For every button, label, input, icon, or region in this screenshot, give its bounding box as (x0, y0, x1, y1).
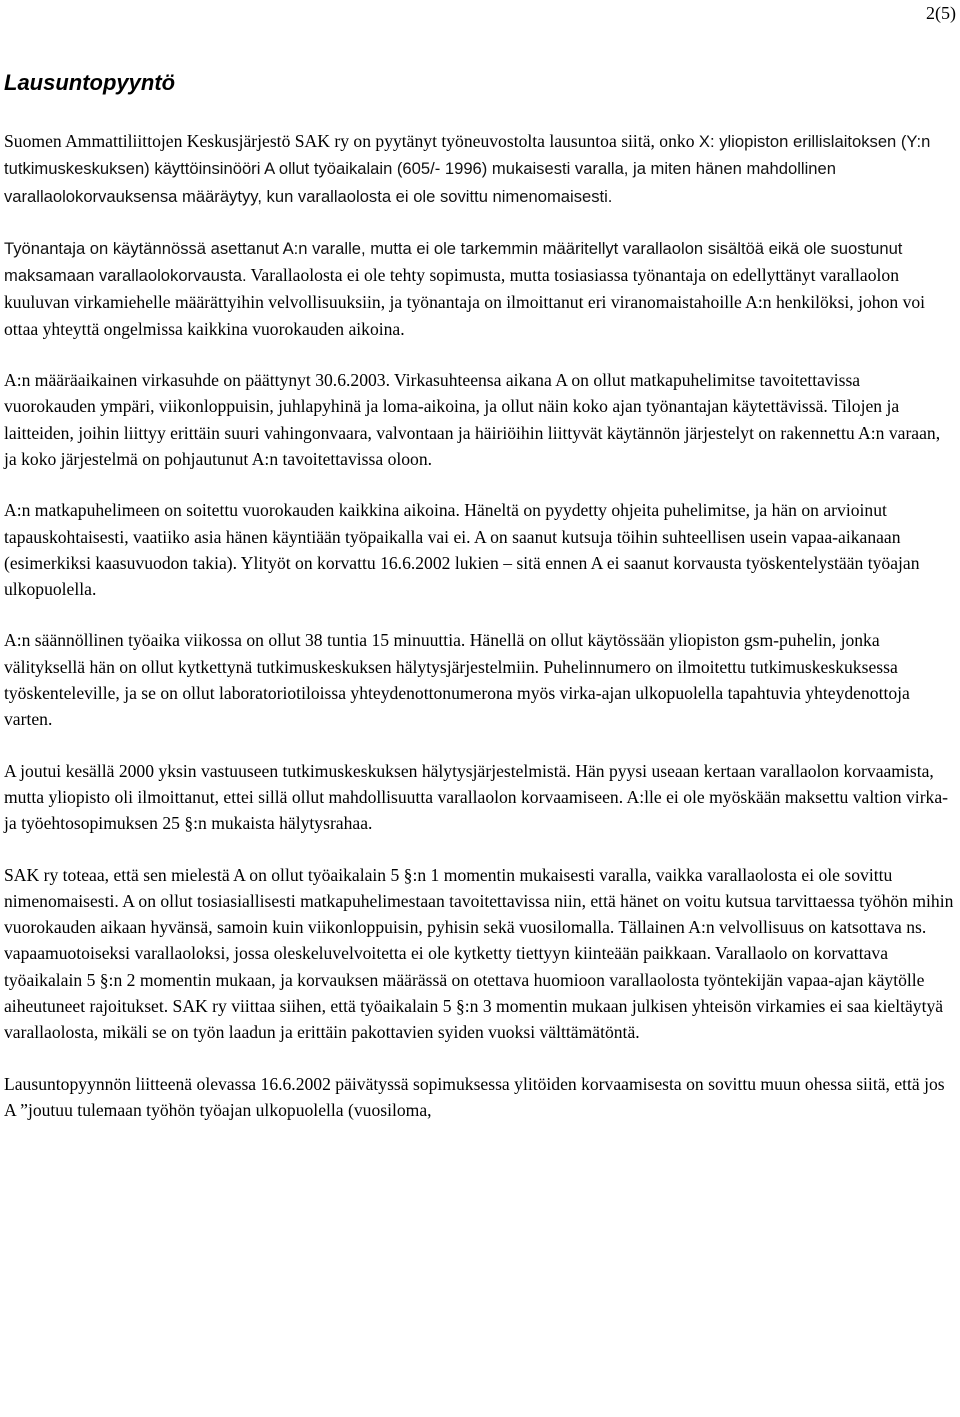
page-number: 2(5) (926, 3, 956, 23)
paragraph-sak-position: SAK ry toteaa, että sen mielestä A on ollut työaikalain 5 §:n 1 momentin mukaisesti varalla, vaikka varallaolosta ei ole sovittu nimenomaisesti. A on ollut tosiasiallisesti matkapuhelimestaan tavoitettavissa niin, että hänet on voitu kutsua tarvittaessa työhön mihin vuorokauden aikaan hyvänsä, samoin kuin viikonloppuisin, pyhisin sekä vuosilomalla. Tällainen A:n velvollisuus on katsottava ns. vapaamuotoiseksi varallaoloksi, jossa oleskeluvelvoitetta ei ole kytketty tiettyyn kiinteään paikkaan. Varallaolo on korvattava työaikalain 5 §:n 2 momentin mukaan, ja korvauksen määrässä on otettava huomioon varallaolosta työntekijän vapaa-ajan käytölle aiheutuneet rajoitukset. SAK ry viittaa siihen, että työaikalain 5 §:n 3 momentin mukaan julkisen yhteisön virkamies ei saa kieltäytyä varallaolosta, mikäli se on työn laadun ja erittäin pakottavien syiden vuoksi välttämätöntä. (4, 864, 954, 1043)
paragraph-request-lead: Suomen Ammattiliittojen Keskusjärjestö SAK ry on pyytänyt työneuvostolta lausuntoa siitä, onko (4, 131, 695, 151)
paragraph-employer-practice-lead: Työnantaja on käytännössä asettanut A:n varalle, mutta ei ole tarkemmin määritellyt varallaolon sisältöä eikä ole suostunut maksamaan varallaolokorvausta. (4, 238, 903, 286)
paragraph-employer-practice (4, 235, 954, 342)
paragraph-request (4, 128, 954, 210)
paragraph-working-hours: A:n säännöllinen työaika viikossa on ollut 38 tuntia 15 minuuttia. Hänellä on ollut käytössään yliopiston gsm-puhelin, jonka välityksellä hän on ollut kytkettynä tutkimuskeskuksen hälytysjärjestelmiin. Puhelinnumero on ilmoitettu tutkimuskeskuksessa työskenteleville, ja se on ollut laboratoriotiloissa yhteydenottonumerona myös virka-ajan ulkopuolella tapahtuvia yhteydenottoja varten. (4, 630, 910, 730)
paragraph-employer-practice-text: Varallaolosta ei ole tehty sopimusta, mutta tosiasiassa työnantaja on edellyttänyt varallaolon kuuluvan virkamiehelle määrättyihin velvollisuuksiin, ja työnantaja on ilmoittanut eri viranomaistahoille A:n henkilöksi, johon voi ottaa yhteyttä ongelmissa kaikkina vuorokauden aikoina. (4, 265, 926, 339)
paragraph-employment-ended: A:n määräaikainen virkasuhde on päättynyt 30.6.2003. Virkasuhteensa aikana A on ollut matkapuhelimitse tavoitettavissa vuorokauden ympäri, viikonloppuisin, juhlapyhinä ja loma-aikoina, ja ollut näin koko ajan työnantajan käytettävissä. Tilojen ja laitteiden, joihin liittyy erittäin suuri vahingonvaara, valvontaan ja häiriöihin liittyvät käytännön järjestelyt on rakennettu A:n varaan, ja koko järjestelmä on pohjautunut A:n tavoitettavissa oloon. (4, 370, 941, 469)
section-heading: Lausuntopyyntö (4, 70, 176, 95)
paragraph-request-text: X: yliopiston erillislaitoksen (Y:n tutkimuskeskuksen) käyttöinsinööri A ollut työaikalain (605/- 1996) mukaisesti varalla, ja miten hänen mahdollinen varallaolokorvauksensa määräytyy, kun varallaolosta ei ole sovittu nimenomaisesti. (4, 132, 931, 206)
body-text (4, 128, 954, 1148)
paragraph-alarm-responsibility: A joutui kesällä 2000 yksin vastuuseen tutkimuskeskuksen hälytysjärjestelmistä. Hän pyysi useaan kertaan varallaolon korvaamista, mutta yliopisto oli ilmoittanut, ettei sillä ollut mahdollisuutta varallaolon korvaamiseen. A:lle ei ole myöskään maksettu valtion virka- ja työehtosopimuksen 25 §:n mukaista hälytysrahaa. (4, 760, 949, 834)
paragraph-attachment: Lausuntopyynnön liitteenä olevassa 16.6.2002 päivätyssä sopimuksessa ylitöiden korvaamisesta on sovittu muun ohessa siitä, että jos A ”joutuu tulemaan työhön työajan ulkopuolella (vuosiloma, (4, 1073, 945, 1120)
paragraph-phone-calls: A:n matkapuhelimeen on soitettu vuorokauden kaikkina aikoina. Häneltä on pyydetty ohjeita puhelimitse, ja hän on arvioinut tapauskohtaisesti, vaatiiko asia hänen käyntiään työpaikalla vai ei. A on saanut kutsuja töihin suhteellisen usein vapaa-aikanaan (esimerkiksi kaasuvuodon takia). Ylityöt on korvattu 16.6.2002 lukien – sitä ennen A ei saanut korvausta työskentelystään työajan ulkopuolella. (4, 500, 920, 600)
